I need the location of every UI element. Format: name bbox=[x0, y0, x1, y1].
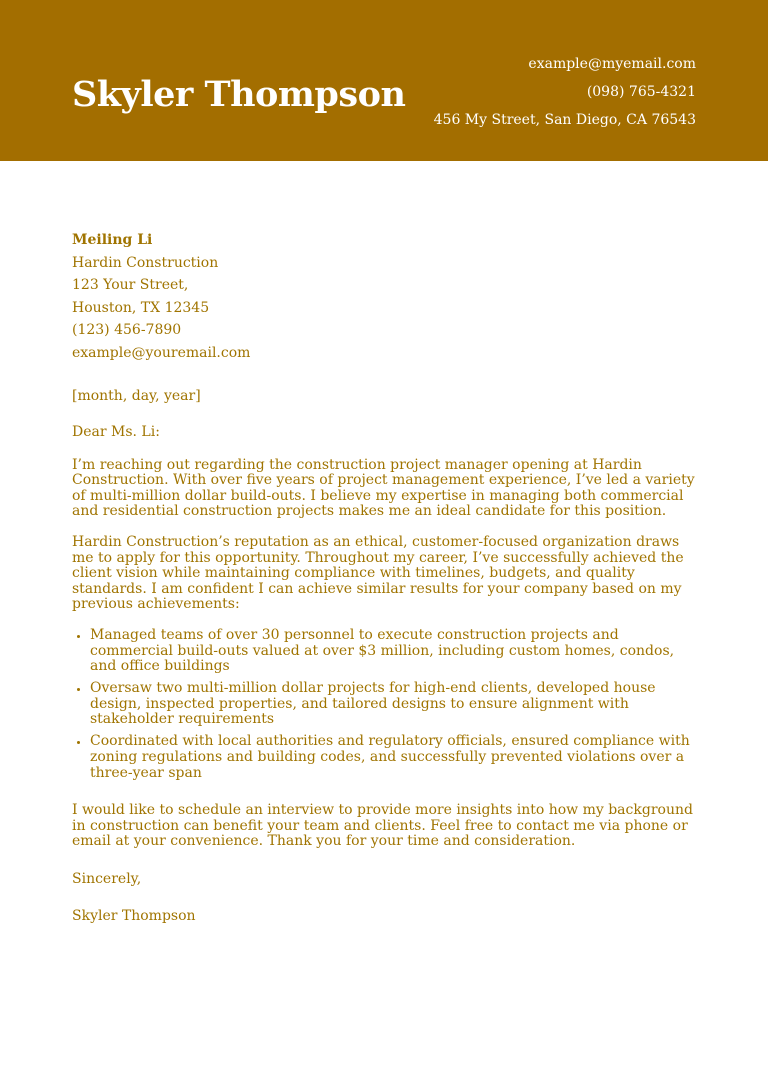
achievements-list bbox=[72, 628, 700, 781]
paragraph-closing: I would like to schedule an interview to provide more insights into how my background in construction can benefit your team and clients. Feel free to contact me via phone or email at your convenience. Thank you for your time and consideration. bbox=[72, 802, 693, 850]
letter-date: [month, day, year] bbox=[72, 387, 201, 404]
achievement-item: • Coordinated with local authorities and regulatory officials, ensured compliance with zoning regulations and building codes, and successfully prevented violations over a three-year span bbox=[90, 734, 700, 781]
sender-name: Skyler Thompson bbox=[72, 74, 406, 115]
recipient-name: Meiling Li bbox=[72, 232, 153, 248]
sender-phone: (098) 765-4321 bbox=[586, 84, 696, 100]
letter-body bbox=[72, 229, 700, 927]
signature: Skyler Thompson bbox=[72, 908, 196, 925]
recipient-phone: (123) 456-7890 bbox=[72, 322, 182, 339]
achievement-item: • Managed teams of over 30 personnel to execute construction projects and commercial build-outs valued at over $3 million, including custom homes, condos, and office buildings bbox=[90, 628, 700, 675]
recipient-email: example@youremail.com bbox=[72, 344, 251, 361]
recipient-city: Houston, TX 12345 bbox=[72, 299, 210, 316]
paragraph-reputation: Hardin Construction’s reputation as an ethical, customer-focused organization draws me to apply for this opportunity. Throughout my career, I’ve successfully achieved the client vision while maintaining compliance with timelines, budgets, and quality standards. I am confident I can achieve similar results for your company based on my previous achievements: bbox=[72, 533, 684, 613]
sender-email: example@myemail.com bbox=[528, 56, 696, 72]
header-band bbox=[0, 0, 768, 161]
closing: Sincerely, bbox=[72, 871, 142, 888]
achievement-item: • Oversaw two multi-million dollar projects for high-end clients, developed house design, inspected properties, and tailored designs to ensure alignment with stakeholder requirements bbox=[90, 681, 700, 728]
recipient-block bbox=[72, 229, 700, 365]
sender-address: 456 My Street, San Diego, CA 76543 bbox=[433, 112, 696, 128]
recipient-company: Hardin Construction bbox=[72, 254, 219, 271]
paragraph-intro: I’m reaching out regarding the construction project manager opening at Hardin Construction. With over five years of project management experience, I’ve led a variety of multi-million dollar build-outs. I believe my expertise in managing both commercial and residential construction projects makes me an ideal candidate for this position. bbox=[72, 456, 695, 520]
salutation: Dear Ms. Li: bbox=[72, 423, 160, 440]
recipient-street: 123 Your Street, bbox=[72, 277, 189, 294]
sender-contact bbox=[434, 50, 696, 134]
